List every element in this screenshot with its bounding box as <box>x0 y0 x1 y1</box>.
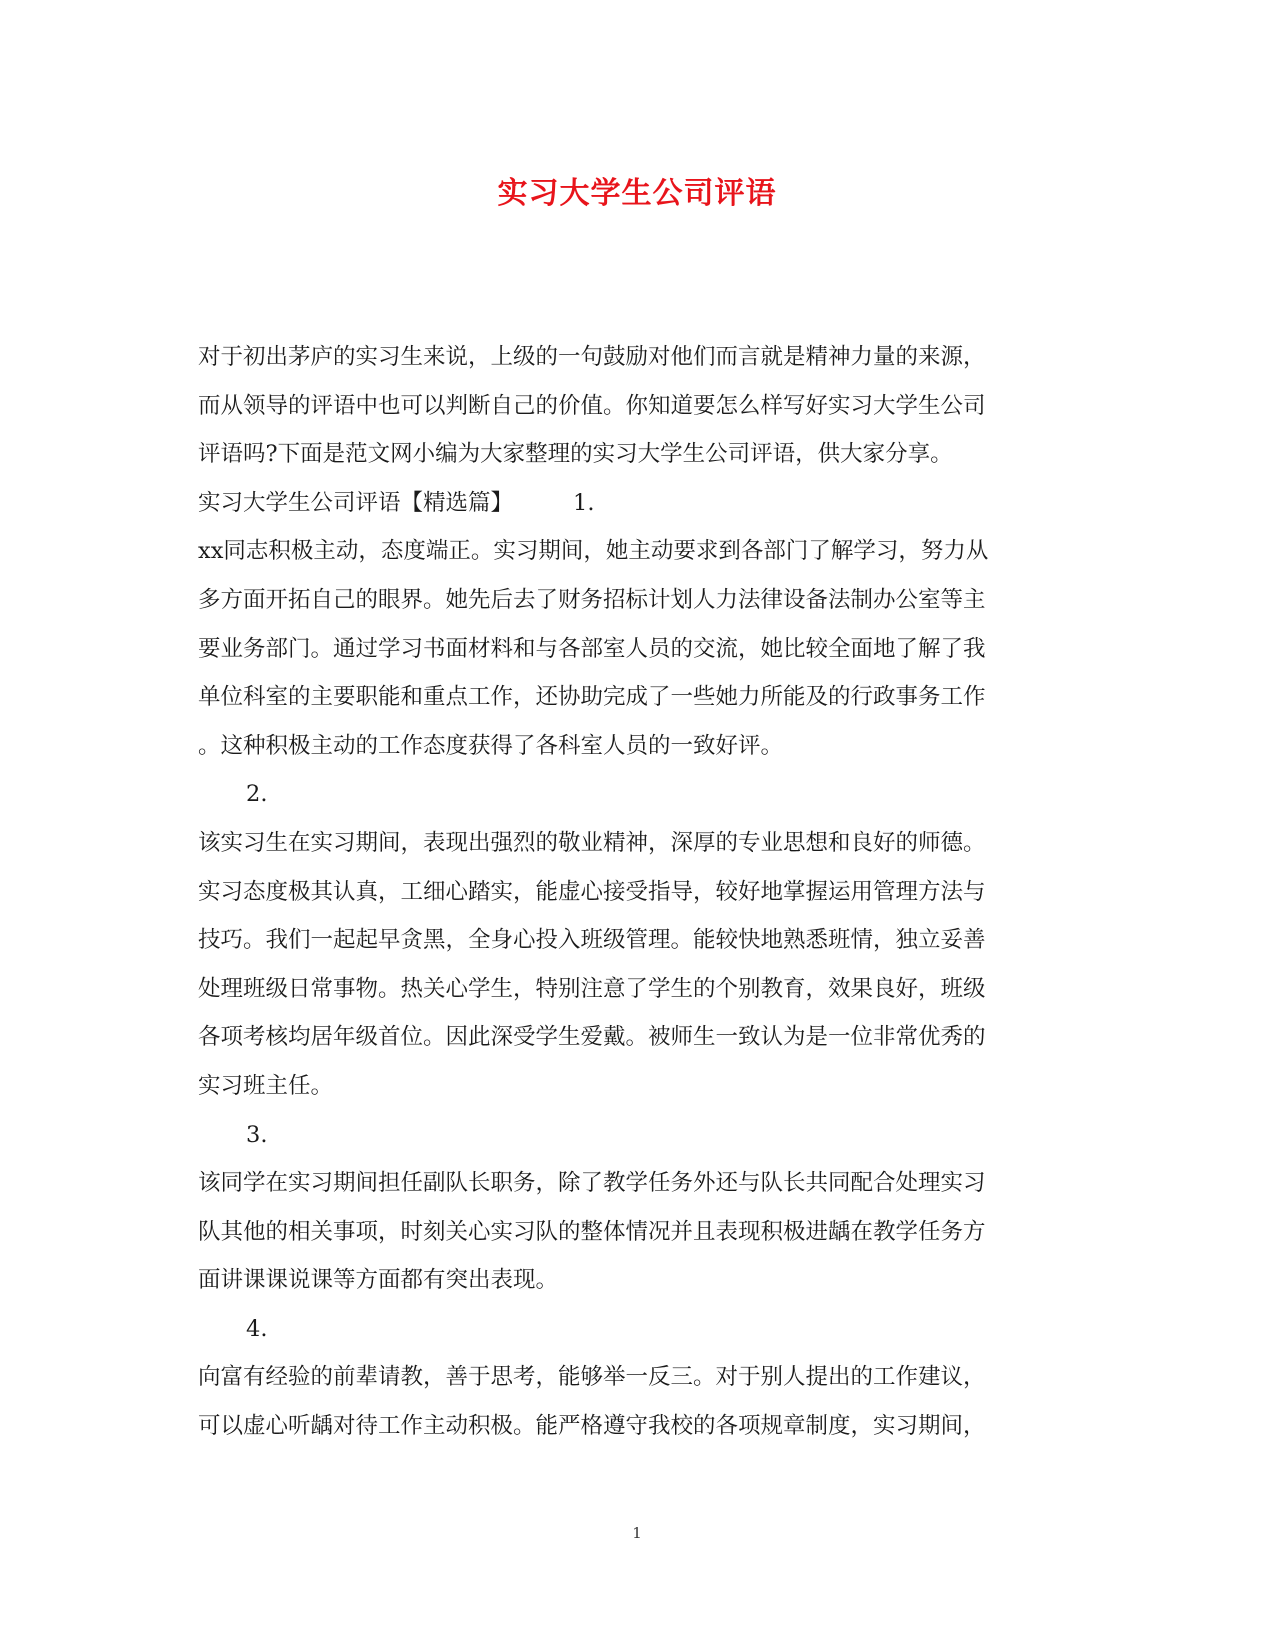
section-heading: 实习大学生公司评语【精选篇】 <box>198 489 514 516</box>
paragraph-line: 各项考核均居年级首位。因此深受学生爱戴。被师生一致认为是一位非常优秀的 <box>198 1024 986 1051</box>
paragraph-line: 处理班级日常事物。热关心学生，特别注意了学生的个别教育，效果良好，班级 <box>198 975 986 1002</box>
item-number: 1. <box>573 489 595 516</box>
document-body <box>198 333 1078 1451</box>
paragraph-line: 可以虚心听龋对待工作主动积极。能严格遵守我校的各项规章制度，实习期间， <box>198 1413 986 1440</box>
paragraph-line: 面讲课课说课等方面都有突出表现。 <box>198 1267 559 1294</box>
paragraph-line: 实习态度极其认真，工细心踏实，能虚心接受指导，较好地掌握运用管理方法与 <box>198 878 986 905</box>
intro-line: 评语吗?下面是范文网小编为大家整理的实习大学生公司评语，供大家分享。 <box>198 441 953 468</box>
item-number: 2. <box>246 781 268 808</box>
paragraph-line: 该实习生在实习期间，表现出强烈的敬业精神，深厚的专业思想和良好的师德。 <box>198 829 986 856</box>
intro-line: 而从领导的评语中也可以判断自己的价值。你知道要怎么样写好实习大学生公司 <box>198 392 986 419</box>
page-title: 实习大学生公司评语 <box>497 176 777 211</box>
item-number: 4. <box>246 1315 268 1342</box>
paragraph-line: xx同志积极主动，态度端正。实习期间，她主动要求到各部门了解学习，努力从 <box>198 538 989 565</box>
paragraph-line: 。这种积极主动的工作态度获得了各科室人员的一致好评。 <box>198 732 784 759</box>
paragraph-line: 向富有经验的前辈请教，善于思考，能够举一反三。对于别人提出的工作建议， <box>198 1364 986 1391</box>
page-number: 1 <box>632 1524 642 1542</box>
paragraph-line: 技巧。我们一起起早贪黑，全身心投入班级管理。能较快地熟悉班情，独立妥善 <box>198 927 986 954</box>
intro-line: 对于初出茅庐的实习生来说，上级的一句鼓励对他们而言就是精神力量的来源， <box>198 344 986 370</box>
item-number: 3. <box>246 1121 268 1148</box>
paragraph-line: 实习班主任。 <box>198 1072 334 1099</box>
section-heading-line <box>198 479 1078 528</box>
paragraph-line: 队其他的相关事项，时刻关心实习队的整体情况并且表现积极进龋在教学任务方 <box>198 1218 986 1245</box>
paragraph-line: 多方面开拓自己的眼界。她先后去了财务招标计划人力法律设备法制办公室等主 <box>198 586 986 613</box>
paragraph-line: 该同学在实习期间担任副队长职务，除了教学任务外还与队长共同配合处理实习 <box>198 1170 986 1197</box>
paragraph-line: 单位科室的主要职能和重点工作，还协助完成了一些她力所能及的行政事务工作 <box>198 684 986 711</box>
paragraph-line: 要业务部门。通过学习书面材料和与各部室人员的交流，她比较全面地了解了我 <box>198 635 986 662</box>
